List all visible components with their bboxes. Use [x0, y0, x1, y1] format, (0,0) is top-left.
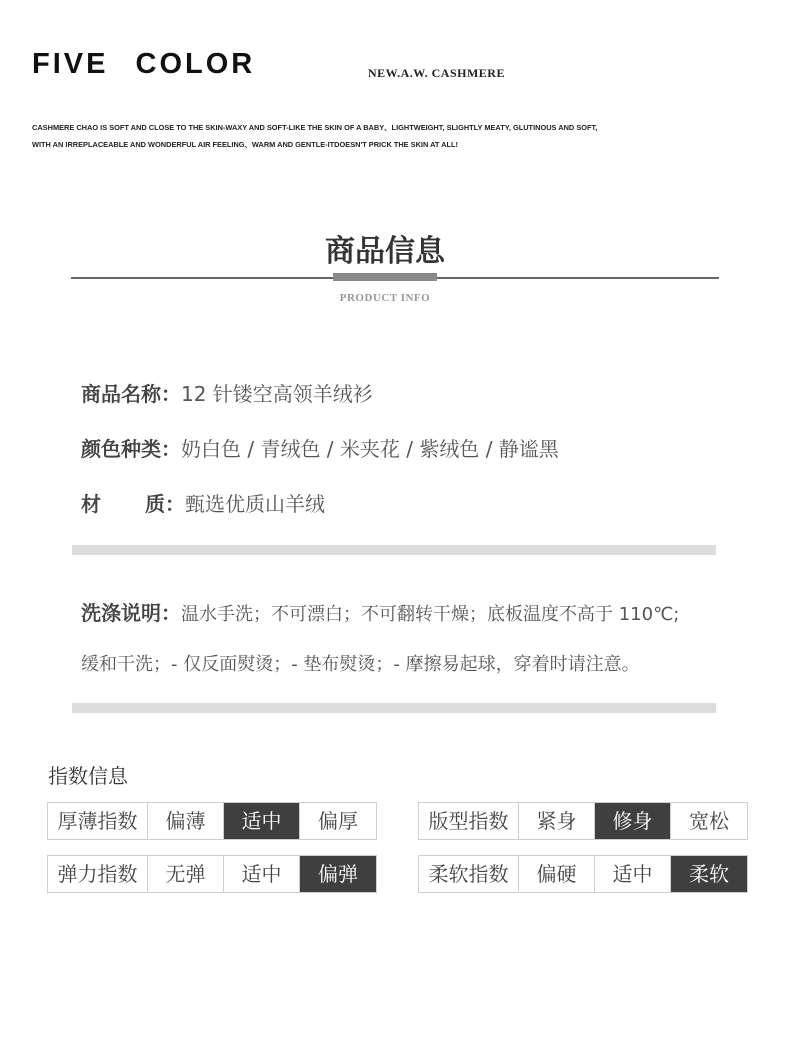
care-text-1: 温水手洗；不可漂白；不可翻转干燥；底板温度不高于 110℃;	[181, 604, 680, 625]
divider	[72, 703, 716, 713]
color-label: 颜色种类：	[81, 437, 181, 461]
softness-index-head: 柔软指数	[419, 856, 519, 892]
elasticity-index-table	[47, 855, 377, 893]
elasticity-index-head: 弹力指数	[48, 856, 148, 892]
thickness-option-selected: 适中	[224, 803, 300, 839]
tagline-line-1: CASHMERE CHAO IS SOFT AND CLOSE TO THE SKIN-WAXY AND SOFT-LIKE THE SKIN OF A BABY、LIGHTWEIGHT, SLIGHTLY MEATY, GLUTINOUS AND SOFT,	[32, 123, 598, 132]
material-row	[81, 488, 325, 517]
product-name-value: 12 针镂空高领羊绒衫	[181, 382, 373, 406]
care-text-2: 缓和干洗；- 仅反面熨烫；- 垫布熨烫；- 摩擦易起球，穿着时请注意。	[81, 654, 640, 675]
brand-logo-text: FIVE COLOR	[32, 48, 256, 80]
care-label: 洗涤说明：	[81, 601, 181, 625]
color-row	[81, 433, 559, 462]
title-underline-accent	[333, 273, 437, 281]
index-title: 指数信息	[48, 764, 128, 788]
fit-option: 宽松	[689, 809, 729, 833]
product-name-label: 商品名称：	[81, 382, 181, 406]
material-label-second: 质：	[145, 492, 185, 516]
softness-option: 偏硬	[519, 856, 595, 892]
color-value: 奶白色 / 青绒色 / 米夹花 / 紫绒色 / 静谧黑	[181, 437, 559, 461]
tagline-line-2: WITH AN IRREPLACEABLE AND WONDERFUL AIR FEELING、WARM AND GENTLE-ITDOESN'T PRICK THE SKIN AT ALL!	[32, 140, 459, 149]
softness-index-table	[418, 855, 748, 893]
elasticity-option-selected: 偏弹	[300, 856, 376, 892]
material-label-first: 材	[81, 492, 101, 516]
thickness-index-head: 厚薄指数	[48, 803, 148, 839]
fit-index-head: 版型指数	[419, 803, 519, 839]
softness-option-selected: 柔软	[671, 856, 747, 892]
fit-option-selected: 修身	[595, 803, 671, 839]
elasticity-option: 适中	[224, 856, 300, 892]
thickness-option: 偏厚	[318, 809, 358, 833]
thickness-option: 偏薄	[148, 803, 224, 839]
brand-subtitle: NEW.A.W. CASHMERE	[368, 66, 505, 80]
product-name-row	[81, 378, 373, 407]
care-line-2	[81, 650, 640, 676]
divider	[72, 545, 716, 555]
material-value: 甄选优质山羊绒	[185, 492, 325, 516]
section-subtitle: PRODUCT INFO	[339, 292, 431, 304]
elasticity-option: 无弹	[148, 856, 224, 892]
care-line-1	[81, 597, 679, 626]
section-title: 商品信息	[325, 234, 445, 269]
softness-option: 适中	[595, 856, 671, 892]
fit-option: 紧身	[519, 803, 595, 839]
thickness-index-table	[47, 802, 377, 840]
fit-index-table	[418, 802, 748, 840]
